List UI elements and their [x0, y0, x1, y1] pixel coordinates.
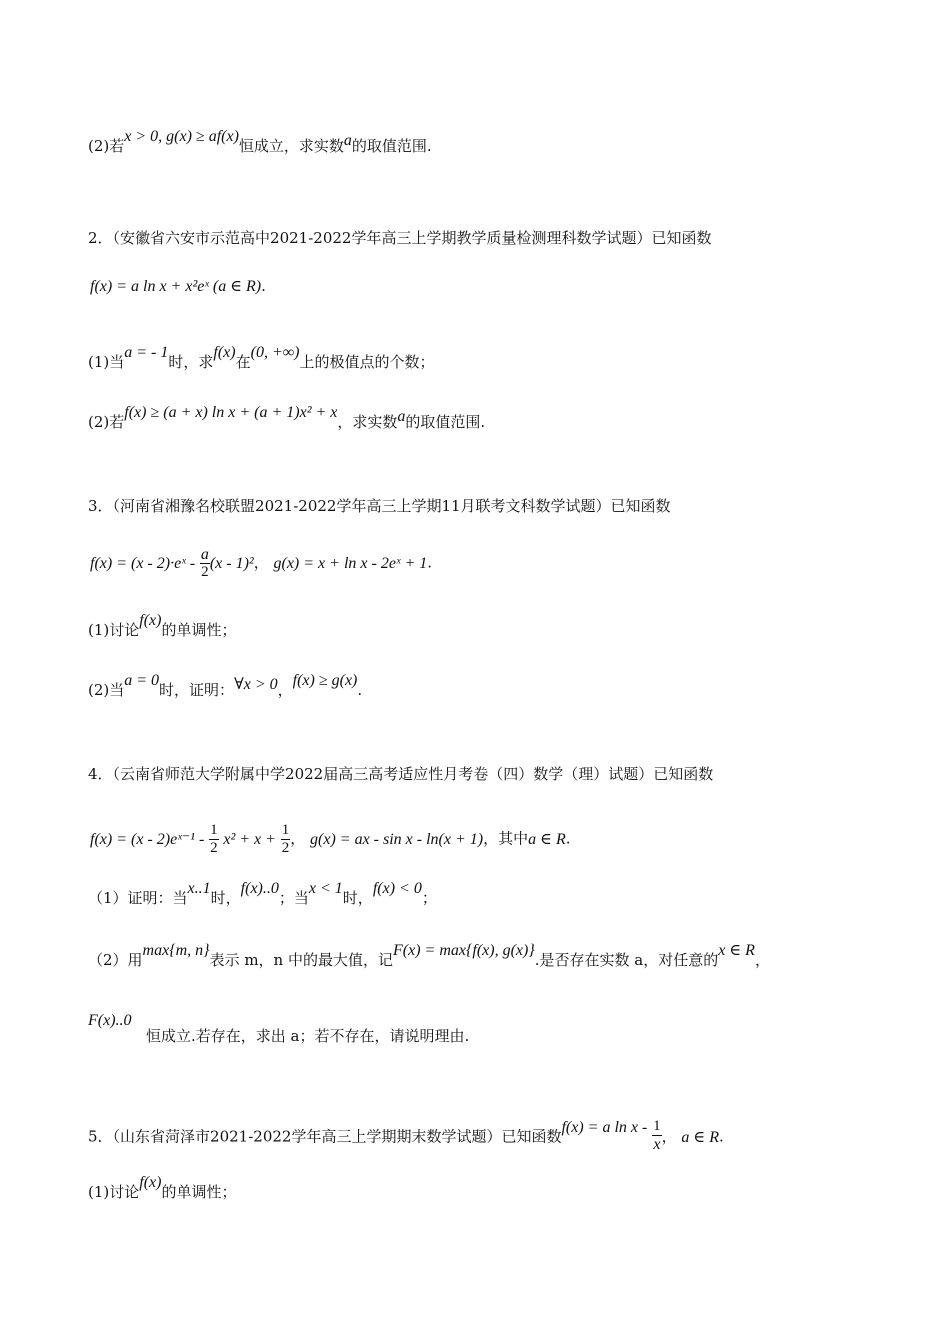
numerator: 1: [281, 822, 290, 838]
part-label: （1）证明：当: [88, 889, 188, 907]
part-label: （2）用: [88, 951, 143, 969]
function-ref: f(x): [139, 612, 162, 629]
q2-header: [88, 228, 711, 248]
q4-header: [88, 764, 713, 784]
part-text: 恒成立，求实数: [238, 137, 344, 155]
inequality: f(x) ≥ g(x): [292, 672, 358, 689]
part-text: ，求实数: [337, 413, 398, 431]
condition: x ∈ R: [718, 942, 755, 959]
f-definition: f(x) = (x - 2)eˣ⁻¹ -: [90, 830, 205, 848]
condition: a ∈ R: [681, 1128, 720, 1146]
punctuation: .: [427, 553, 433, 572]
punctuation: ，: [277, 681, 293, 699]
question-number: 3．: [88, 497, 113, 515]
question-number: 2．: [88, 229, 113, 247]
fraction: [200, 546, 210, 581]
part-text: 时，: [210, 889, 241, 907]
max-notation: max{m, n}: [142, 942, 210, 959]
part-text: 时，: [342, 889, 373, 907]
q3-part1: [88, 612, 237, 641]
part-text: ，其中: [483, 829, 529, 848]
F-definition: F(x) = max{f(x), g(x)}: [392, 942, 535, 959]
question-source: （云南省师范大学附属中学2022届高三高考适应性月考卷（四）数学（理）试题）已知函数: [112, 765, 714, 783]
punctuation: ，: [253, 553, 269, 572]
function-definition: f(x) = a ln x + x²eˣ (a ∈ R): [90, 278, 262, 295]
f-definition-tail: (x - 1)²: [209, 554, 254, 572]
part-label: (1)当: [88, 353, 125, 371]
punctuation: ；: [421, 889, 437, 907]
part-label: (2)当: [88, 681, 125, 699]
punctuation: ，: [661, 1127, 677, 1146]
q3-formula: [90, 546, 432, 581]
part-text: 时，求: [168, 353, 214, 371]
inequality: F(x)..0: [88, 1012, 132, 1029]
punctuation: ，: [754, 951, 770, 969]
punctuation: ，: [290, 829, 306, 848]
numerator: a: [200, 546, 209, 563]
part-label: (2)若: [88, 413, 125, 431]
denominator: 2: [201, 564, 209, 580]
punctuation: .: [261, 277, 266, 295]
question-source: （河南省湘豫名校联盟2021-2022学年高三上学期11月联考文科数学试题）已知函数: [112, 497, 671, 515]
numerator: 1: [653, 1118, 661, 1134]
f-definition-mid: x² + x +: [223, 830, 276, 848]
condition-formula: x > 0, g(x) ≥ af(x): [124, 128, 239, 145]
part-text: 的取值范围.: [405, 413, 486, 431]
q2-part1: [88, 344, 435, 373]
q4-part1: [88, 880, 437, 909]
fraction: [209, 822, 219, 857]
question-source: （山东省菏泽市2021-2022学年高三上学期期末数学试题）已知函数: [112, 1127, 562, 1146]
fraction: [652, 1118, 662, 1153]
variable: a: [343, 132, 352, 149]
q4-part2-math: [88, 1010, 132, 1031]
f-definition: f(x) = a ln x -: [561, 1118, 648, 1136]
function-ref: f(x): [213, 344, 236, 361]
part-label: (2)若: [88, 137, 125, 155]
q2-part2: [88, 404, 486, 433]
part-text: 表示 m，n 中的最大值，记: [209, 951, 393, 969]
part-text: ；当: [278, 889, 309, 907]
part-text: .是否存在实数 a，对任意的: [534, 951, 719, 969]
question-number: 4．: [88, 765, 113, 783]
numerator: 1: [210, 822, 218, 838]
q3-header: [88, 496, 671, 516]
condition: x..1: [187, 880, 211, 897]
q5-header: [88, 1120, 724, 1155]
interval: (0, +∞): [250, 344, 300, 361]
condition: a ∈ R: [528, 830, 566, 848]
q4-part2: [88, 942, 770, 971]
g-definition: g(x) = x + ln x - 2eˣ + 1: [273, 554, 428, 572]
part-text: 的取值范围.: [351, 137, 432, 155]
q4-part2-text: [146, 1026, 469, 1046]
q3-part2: [88, 672, 363, 701]
result: f(x) < 0: [372, 880, 422, 897]
question-source: （安徽省六安市示范高中2021-2022学年高三上学期教学质量检测理科数学试题）已知函数: [112, 229, 712, 247]
variable: a: [397, 408, 406, 425]
condition: a = - 1: [124, 344, 169, 361]
g-definition: g(x) = ax - sin x - ln(x + 1): [310, 830, 484, 848]
f-definition: f(x) = (x - 2)·eˣ -: [90, 554, 196, 572]
q2-formula: [90, 276, 266, 297]
part-text: 上的极值点的个数；: [299, 353, 435, 371]
part-text: 在: [235, 353, 251, 371]
part-label: (1)讨论: [88, 1183, 140, 1201]
condition: a = 0: [124, 672, 160, 689]
part-text: 恒成立.若存在，求出 a；若不存在，请说明理由.: [146, 1027, 470, 1045]
part-text: 时，证明：: [159, 681, 235, 699]
part-text: 的单调性；: [161, 1183, 237, 1201]
part-label: (1)讨论: [88, 621, 140, 639]
result: f(x)..0: [240, 880, 279, 897]
punctuation: .: [357, 681, 363, 699]
denominator: x: [653, 1136, 661, 1153]
quantifier: ∀x > 0: [234, 676, 278, 693]
punctuation: .: [719, 1127, 724, 1146]
condition: x < 1: [308, 880, 343, 897]
inequality: f(x) ≥ (a + x) ln x + (a + 1)x² + x: [124, 404, 338, 421]
function-ref: f(x): [139, 1174, 162, 1191]
top-part2: [88, 128, 432, 157]
part-text: 的单调性；: [161, 621, 237, 639]
question-number: 5．: [88, 1127, 113, 1146]
q4-formula: [90, 822, 571, 857]
punctuation: .: [565, 829, 571, 848]
denominator: 2: [210, 840, 218, 856]
q5-part1: [88, 1174, 237, 1203]
fraction: [281, 822, 291, 857]
denominator: 2: [281, 840, 290, 856]
